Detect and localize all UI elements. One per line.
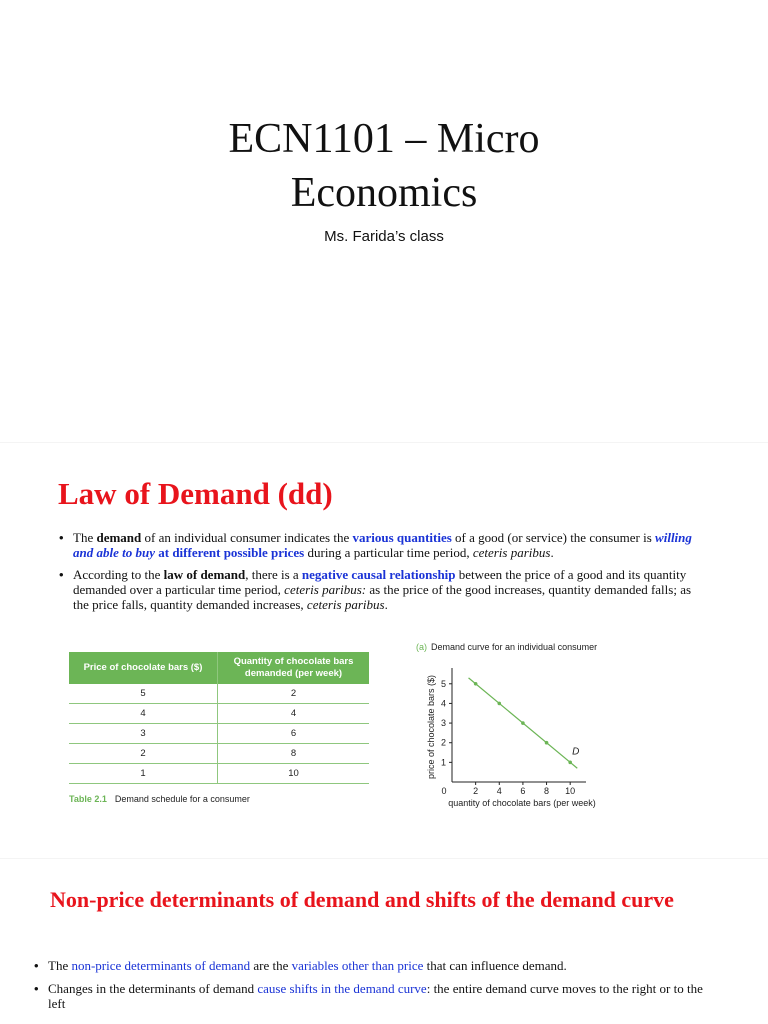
table-header-price: Price of chocolate bars ($) [69, 652, 218, 684]
table-caption [69, 794, 250, 804]
title-slide [0, 0, 768, 440]
x-tick-label: 10 [565, 786, 576, 796]
bullet-law-of-demand: • According to the law of demand, there is a negative causal relationship between the price of a good and its quantity demanded over a particular time period, ceteris paribus: as the price of the good increases, quantity demanded falls; as the price falls, quantity demanded increases, ceteris paribus. [58, 567, 708, 612]
curve-label: D [572, 746, 580, 758]
x-tick-label: 4 [496, 786, 502, 796]
law-of-demand-heading: Law of Demand (dd) [58, 476, 333, 511]
table-row: 3 6 [69, 724, 369, 744]
term-willing-able: willing and able to buy [73, 530, 692, 560]
term-demand: demand [96, 530, 142, 545]
title-line-2: Economics [290, 170, 478, 216]
data-point [521, 721, 525, 725]
table-caption-number: Table 2.1 [69, 794, 107, 804]
y-tick-label: 4 [440, 698, 446, 709]
slide-divider [0, 858, 768, 859]
x-tick-label: 2 [473, 786, 479, 796]
term-various-quantities: various quantities [352, 530, 452, 545]
data-point [568, 761, 572, 765]
chart-title-text: Demand curve for an individual consumer [431, 642, 598, 652]
demand-schedule-table [69, 652, 369, 784]
origin-label: 0 [441, 786, 447, 796]
y-axis-label: price of chocolate bars ($) [426, 674, 436, 780]
bullet-non-price-definition: • The non-price determinants of demand are the variables other than price that can influence demand. [33, 958, 713, 973]
data-point [497, 702, 501, 706]
table-caption-text: Demand schedule for a consumer [114, 794, 250, 804]
bullet-shifts: • Changes in the determinants of demand cause shifts in the demand curve: the entire demand curve moves to the right or to the left [33, 981, 713, 1011]
slide-subtitle: Ms. Farida’s class [324, 228, 444, 245]
non-price-determinants-heading: Non-price determinants of demand and shifts of the demand curve [50, 887, 674, 912]
term-law-of-demand: law of demand [163, 567, 246, 582]
y-tick-label: 1 [440, 757, 446, 768]
table-row: 5 2 [69, 684, 369, 704]
y-tick-label: 3 [440, 718, 446, 729]
term-cause-shifts: cause shifts in the demand curve [257, 981, 427, 996]
y-tick-label: 2 [440, 737, 446, 748]
title-line-1: ECN1101 – Micro [228, 116, 540, 162]
x-tick-label: 8 [544, 786, 550, 796]
bullet-demand-definition: • The demand of an individual consumer indicates the various quantities of a good (or service) the consumer is willing and able to buy at different possible prices during a particular time period, ceteris paribus. [58, 530, 708, 560]
demand-curve-chart [412, 636, 632, 816]
x-tick-label: 6 [520, 786, 526, 796]
law-of-demand-bullets [58, 530, 708, 619]
table-header-quantity: Quantity of chocolate bars demanded (per week) [218, 652, 370, 684]
non-price-bullets [33, 958, 713, 1019]
table-row: 1 10 [69, 764, 369, 784]
x-axis-label: quantity of chocolate bars (per week) [448, 798, 596, 808]
y-tick-label: 5 [440, 678, 446, 689]
data-point [474, 682, 478, 686]
term-negative-relationship: negative causal relationship [301, 567, 456, 582]
table-row: 4 4 [69, 704, 369, 724]
term-non-price-determinants: non-price determinants of demand [71, 958, 251, 973]
table-row: 2 8 [69, 744, 369, 764]
term-different-prices: at different possible prices [158, 545, 305, 560]
data-point [545, 741, 549, 745]
term-variables-other-than-price: variables other than price [291, 958, 424, 973]
slide-title [0, 112, 768, 220]
slide-divider [0, 442, 768, 443]
chart-title-tag: (a) [416, 642, 427, 652]
